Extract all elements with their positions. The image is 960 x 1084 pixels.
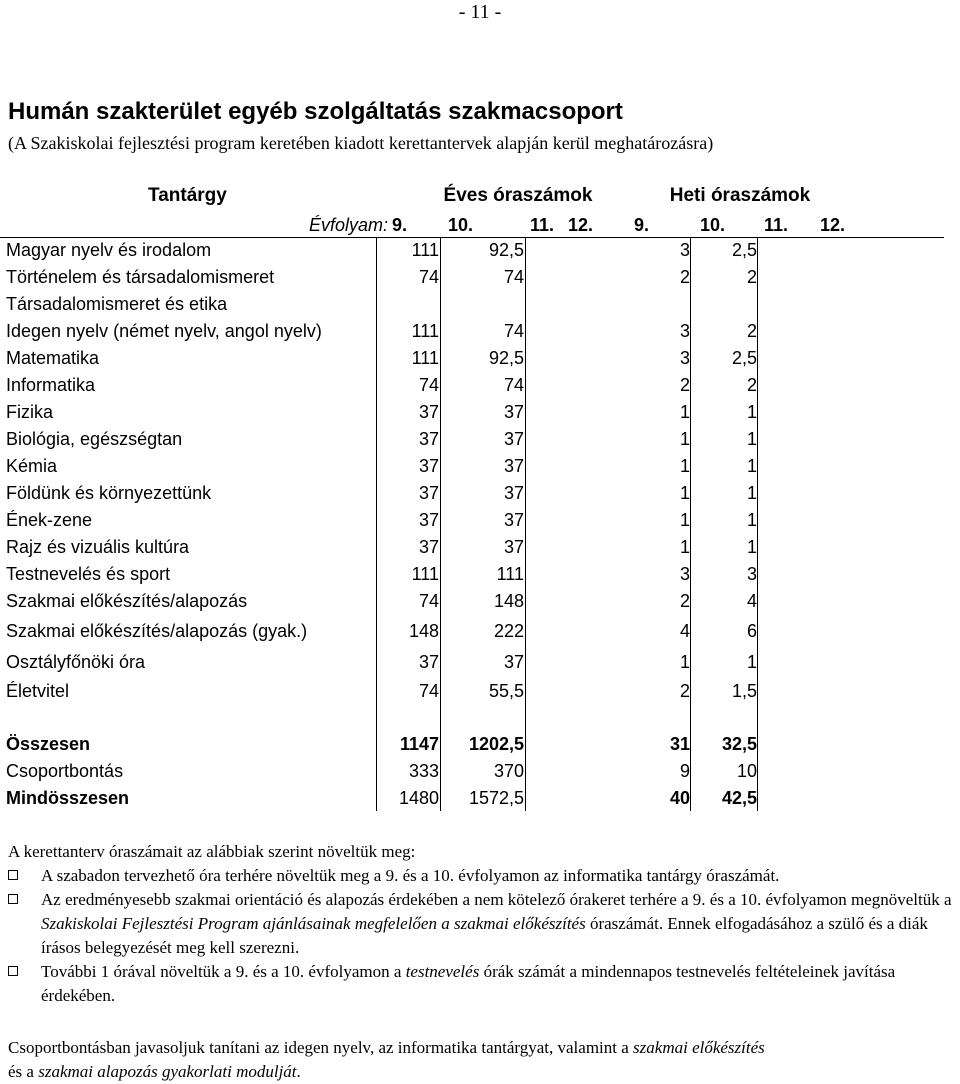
annual-hours-9: 37 [418,402,439,422]
grand-total-annual-10: 1572,5 [468,788,524,808]
weekly-hours-9: 1 [679,510,690,530]
subject-name: Informatika [6,375,96,395]
weekly-hours-10: 1,5 [731,681,757,701]
annual-hours-9: 74 [418,681,439,701]
annual-hours-10: 111 [496,564,524,584]
weekly-hours-10: 2,5 [731,240,757,260]
weekly-hours-9: 1 [679,537,690,557]
annual-hours-10: 37 [503,510,524,530]
total-label: Összesen [6,734,91,754]
weekly-hours-10: 3 [746,564,757,584]
final-text: idegen nyelv, az informatika [283,1038,478,1057]
table-row [0,615,960,647]
annual-hours-9: 37 [418,429,439,449]
weekly-hours-10: 1 [746,429,757,449]
subject-name: Biológia, egészségtan [6,429,183,449]
weekly-hours-10: 1 [746,651,757,672]
total-row [0,731,960,758]
subject-name: Idegen nyelv (német nyelv, angol nyelv) [6,321,322,341]
grade-weekly-12: 12. [820,215,846,235]
subject-name: Ének-zene [6,510,93,530]
weekly-hours-10 [690,291,757,318]
table-row [0,399,960,426]
final-emphasis: szakmai előkészítés [633,1038,765,1057]
grade-weekly-9: 9. [634,215,650,235]
final-text: tantárgyat, valamint a [477,1038,634,1057]
weekly-hours-9: 1 [679,402,690,422]
note-emphasis: Szakiskolai Fejlesztési Program ajánlásainak megfelelően a szakmai előkészítés [41,914,586,933]
table-row [0,677,960,706]
weekly-hours-10: 2,5 [731,348,757,368]
final-emphasis: szakmai alapozás gyakorlati modulját [38,1062,297,1081]
annual-hours-9 [377,291,439,318]
annual-hours-9: 111 [411,348,439,368]
annual-hours-10: 92,5 [488,348,524,368]
subject-name: Történelem és társadalomismeret [6,267,275,287]
notes-intro: A kerettanterv óraszámait az alábbiak szerint növeltük meg: [8,842,416,861]
weekly-hours-10: 1 [746,402,757,422]
weekly-hours-9: 1 [679,483,690,503]
annual-hours-10: 37 [503,483,524,503]
grand-total-annual-9: 1480 [398,788,439,808]
grade-annual-10: 10. [448,215,474,235]
table-row [0,647,960,677]
annual-hours-10: 148 [493,591,524,611]
page-number: - 11 - [458,1,502,23]
table-row [0,291,960,318]
annual-hours-10: 55,5 [488,681,524,701]
subject-name: Osztályfőnöki óra [6,651,146,672]
note-text: Az eredményesebb szakmai orientáció és alapozás érdekében a nem kötelező órakeret terhére a 9. és a 10. évfolyamon megnöveltük a [41,890,952,909]
page-subtitle: (A Szakiskolai fejlesztési program keretében kiadott kerettantervek alapján kerül meghatározásra) [8,133,714,153]
weekly-hours-9: 3 [679,240,690,260]
table-row [0,561,960,588]
weekly-hours-9: 1 [679,651,690,672]
grand-total-weekly-10: 42,5 [721,788,757,808]
table-row [0,318,960,345]
weekly-hours-10: 2 [746,321,757,341]
weekly-hours-9: 1 [679,456,690,476]
group-split-weekly-10: 10 [736,761,757,781]
grade-annual-12: 12. [568,215,594,235]
group-split-annual-10: 370 [493,761,524,781]
grand-total-row [0,785,960,812]
note-text: órák számát a mindennapos testnevelés feltételeinek javítása érdekében. [41,962,896,1005]
final-text: és a [8,1062,39,1081]
total-weekly-9: 31 [669,734,690,754]
note-emphasis: testnevelés [405,962,480,981]
weekly-hours-10: 2 [746,267,757,287]
grand-total-weekly-9: 40 [669,788,690,808]
annual-hours-10: 222 [493,620,524,641]
header-subject: Tantárgy [148,185,227,206]
page-title: Humán szakterület egyéb szolgáltatás szakmacsoport [8,98,623,125]
annual-hours-9: 37 [418,651,439,672]
table-row [0,507,960,534]
total-weekly-10: 32,5 [721,734,757,754]
table-row [0,480,960,507]
annual-hours-9: 74 [418,375,439,395]
table-row [0,345,960,372]
note-text: További 1 órával növeltük a 9. és a 10. évfolyamon a [41,962,406,981]
checkbox-bullet-icon [8,894,18,904]
header-weekly-hours: Heti óraszámok [669,185,811,206]
annual-hours-9: 37 [418,510,439,530]
weekly-hours-9: 1 [679,429,690,449]
subject-name: Matematika [6,348,100,368]
annual-hours-10: 74 [503,375,524,395]
group-split-label: Csoportbontás [6,761,124,781]
group-split-row [0,758,960,785]
annual-hours-10: 37 [503,402,524,422]
subject-name: Földünk és környezettünk [6,483,212,503]
table-row [0,588,960,615]
annual-hours-9: 148 [408,620,439,641]
header-annual-hours: Éves óraszámok [443,185,593,206]
table-row [0,237,960,264]
subject-name: Rajz és vizuális kultúra [6,537,190,557]
annual-hours-9: 111 [411,321,439,341]
subject-name: Szakmai előkészítés/alapozás (gyak.) [6,620,308,641]
weekly-hours-10: 2 [746,375,757,395]
group-split-weekly-9: 9 [679,761,690,781]
group-split-annual-9: 333 [408,761,439,781]
weekly-hours-10: 4 [746,591,757,611]
weekly-hours-9: 2 [679,591,690,611]
weekly-hours-9: 3 [679,348,690,368]
annual-hours-9: 74 [418,591,439,611]
annual-hours-10: 74 [503,321,524,341]
note-text: A szabadon tervezhető óra terhére növeltük meg a 9. és a 10. évfolyamon az informatika tantárgy óraszámát. [41,866,780,885]
note-text: óraszámát. Ennek elfogadásához a szülő és a diák írásos belegyezését meg kell szerezni. [41,914,928,957]
grade-weekly-11: 11. [764,215,789,235]
subject-name: Testnevelés és sport [6,564,171,584]
annual-hours-9: 37 [418,483,439,503]
subject-name: Életvitel [6,681,70,701]
annual-hours-10 [440,291,524,318]
weekly-hours-9 [638,291,690,318]
annual-hours-9: 74 [418,267,439,287]
table-row [0,372,960,399]
weekly-hours-10: 1 [746,456,757,476]
list-item [8,888,952,960]
subject-name: Társadalomismeret és etika [6,294,228,314]
table-row [0,453,960,480]
subject-name: Magyar nyelv és irodalom [6,240,212,260]
annual-hours-9: 37 [418,537,439,557]
weekly-hours-9: 2 [679,267,690,287]
weekly-hours-9: 3 [679,564,690,584]
checkbox-bullet-icon [8,966,18,976]
grade-weekly-10: 10. [700,215,726,235]
grade-annual-11: 11. [530,215,555,235]
annual-hours-10: 92,5 [488,240,524,260]
annual-hours-9: 37 [418,456,439,476]
annual-hours-10: 37 [503,537,524,557]
table-row [0,426,960,453]
notes-section [8,840,952,1008]
final-paragraph [8,1036,952,1084]
checkbox-bullet-icon [8,870,18,880]
final-text: . [296,1062,301,1081]
list-item [8,864,952,888]
total-annual-10: 1202,5 [468,734,524,754]
final-text: Csoportbontásban javasoljuk tanítani az [8,1038,284,1057]
weekly-hours-10: 1 [746,483,757,503]
list-item [8,960,952,1008]
subject-name: Kémia [6,456,58,476]
table-row [0,534,960,561]
weekly-hours-9: 2 [679,375,690,395]
weekly-hours-10: 1 [746,537,757,557]
annual-hours-9: 111 [411,564,439,584]
weekly-hours-9: 3 [679,321,690,341]
grand-total-label: Mindösszesen [6,788,130,808]
grade-label: Évfolyam: [308,215,388,235]
annual-hours-10: 37 [503,456,524,476]
table-row [0,264,960,291]
subject-name: Szakmai előkészítés/alapozás [6,591,248,611]
weekly-hours-9: 2 [679,681,690,701]
weekly-hours-9: 4 [679,620,690,641]
annual-hours-10: 37 [503,429,524,449]
subject-name: Fizika [6,402,54,422]
total-annual-9: 1147 [399,734,439,754]
weekly-hours-10: 6 [746,620,757,641]
annual-hours-10: 74 [503,267,524,287]
grade-annual-9: 9. [392,215,408,235]
weekly-hours-10: 1 [746,510,757,530]
annual-hours-9: 111 [411,240,439,260]
annual-hours-10: 37 [503,651,524,672]
